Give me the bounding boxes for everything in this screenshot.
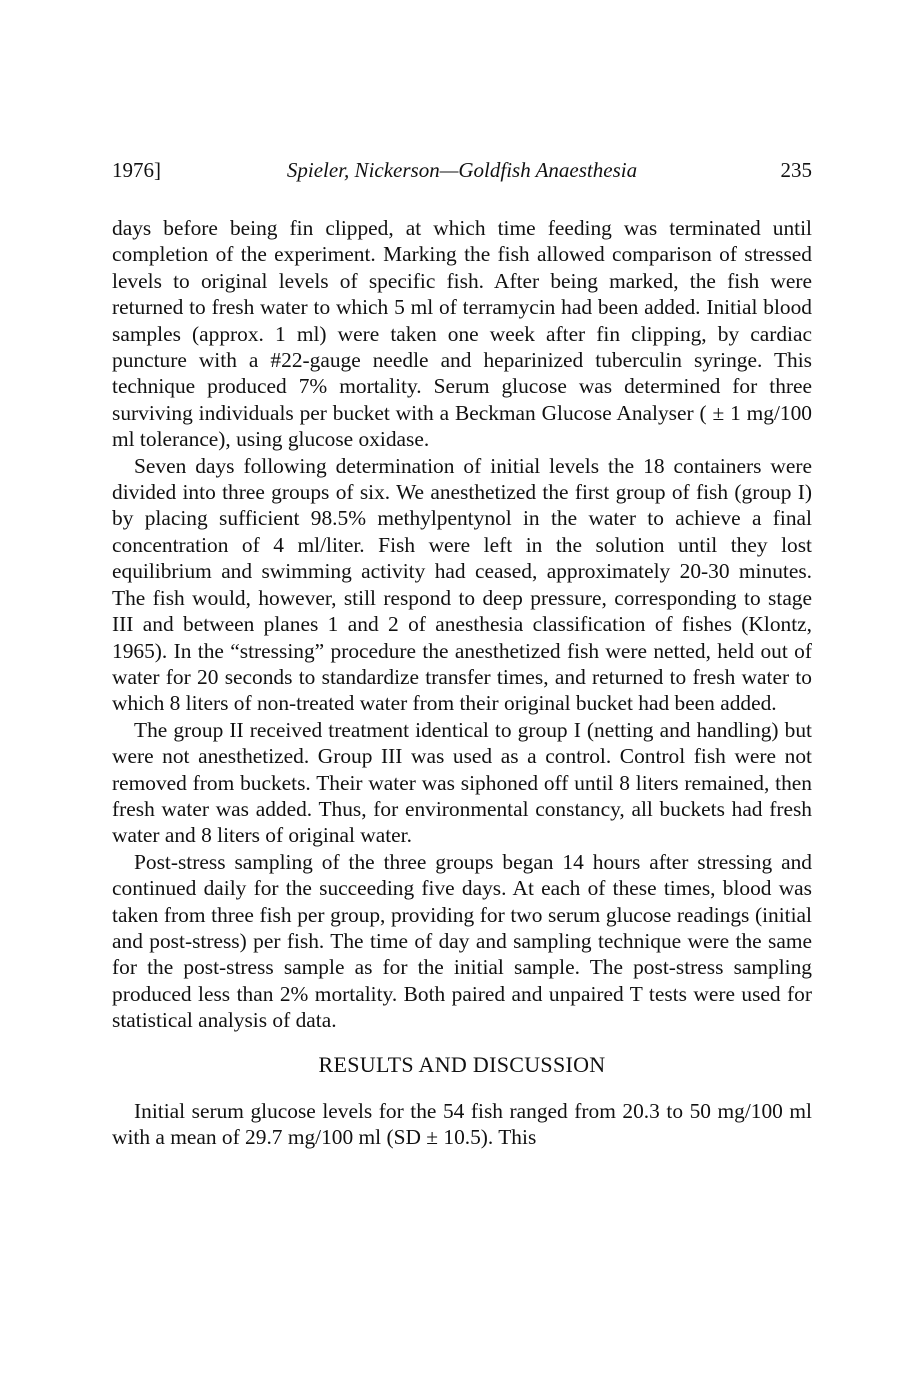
header-title: Spieler, Nickerson—Goldfish Anaesthesia [286, 158, 638, 182]
paragraph-anesthesia-procedure: Seven days following determination of initial levels the 18 containers were divided into three groups of six. We anesthetized the first group of fish (group I) by placing sufficient 98.5% methylpentynol in the water to achieve a final concentration of 4 ml/liter. Fish were left in the solution until they lost equilibrium and swimming activity had ceased, approximately 20-30 minutes. The fish would, however, still respond to deep pressure, corresponding to stage III and between planes 1 and 2 of anesthesia classification of fishes (Klontz, 1965). In the “stressing” procedure the anesthetized fish were netted, held out of water for 20 seconds to standardize transfer times, and returned to fresh water to which 8 liters of non-treated water from their original bucket had been added. [112, 453, 812, 716]
header-year: 1976] [112, 158, 161, 182]
journal-page [112, 155, 812, 1150]
paragraph-group-treatments: The group II received treatment identical to group I (netting and handling) but were not anesthetized. Group III was used as a control. Control fish were not removed from buckets. Their water was siphoned off until 8 liters remained, then fresh water was added. Thus, for environmental constancy, all buckets had fresh water and 8 liters of original water. [112, 717, 812, 848]
section-heading: RESULTS AND DISCUSSION [318, 1051, 606, 1077]
running-header [112, 155, 812, 185]
article-body [112, 215, 812, 1150]
paragraph-methods-continued: days before being fin clipped, at which time feeding was terminated until completion of the experiment. Marking the fish allowed comparison of stressed levels to original levels of specific fish. After being marked, the fish were returned to fresh water to which 5 ml of terramycin had been added. Initial blood samples (approx. 1 ml) were taken one week after fin clipping, by cardiac puncture with a #22-gauge needle and heparinized tuberculin syringe. This technique produced 7% mortality. Serum glucose was determined for three surviving individuals per bucket with a Beckman Glucose Analyser ( ± 1 mg/100 ml tolerance), using glucose oxidase. [112, 216, 812, 452]
paragraph-results: Initial serum glucose levels for the 54 fish ranged from 20.3 to 50 mg/100 ml with a mean of 29.7 mg/100 ml (SD ± 10.5). This [112, 1098, 812, 1149]
paragraph-post-stress-sampling: Post-stress sampling of the three groups began 14 hours after stressing and continued daily for the succeeding five days. At each of these times, blood was taken from three fish per group, providing for two serum glucose readings (initial and post-stress) per fish. The time of day and sampling technique were the same for the post-stress sample as for the initial sample. The post-stress sampling produced less than 2% mortality. Both paired and unpaired T tests were used for statistical analysis of data. [112, 849, 812, 1033]
page-number: 235 [780, 158, 812, 182]
